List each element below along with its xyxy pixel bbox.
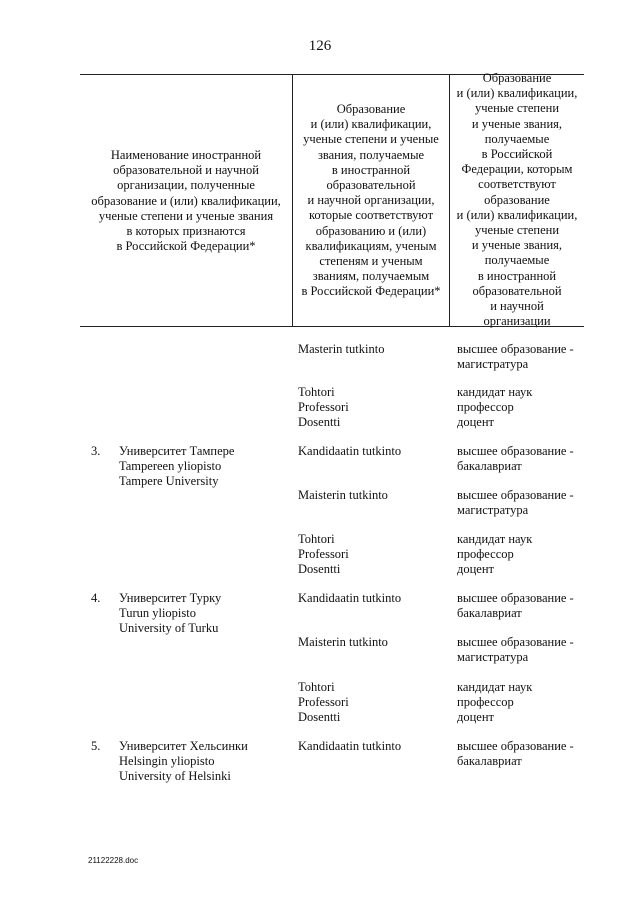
table-row-foreign: Maisterin tutkinto: [298, 488, 388, 502]
table-row-number: 5.: [91, 739, 101, 753]
table-row-russian: кандидат наук профессор доцент: [457, 532, 533, 576]
table-row-russian: кандидат наук профессор доцент: [457, 385, 533, 429]
table-row-russian: высшее образование - магистратура: [457, 488, 574, 517]
table-row-foreign: Masterin tutkinto: [298, 342, 385, 356]
table-row-russian: высшее образование - бакалавриат: [457, 591, 574, 620]
column-divider-2: [449, 74, 450, 327]
table-row-org: Университет Тампере Tampereen yliopisto Tampere University: [119, 444, 235, 488]
header-col-russian: Образование и (или) квалификации, ученые степени и ученые звания, получаемые в Российской Федерации, которым соответствуют образование и (или) квалификации, ученые степени и ученые звания, получаемые в иностранной образовательной и научной организации: [456, 71, 578, 329]
table-row-number: 3.: [91, 444, 101, 458]
table-row-foreign: Tohtori Professori Dosentti: [298, 385, 349, 429]
table-row-russian: высшее образование - магистратура: [457, 342, 574, 371]
table-row-russian: высшее образование - бакалавриат: [457, 739, 574, 768]
table-row-russian: высшее образование - бакалавриат: [457, 444, 574, 473]
page-number: 126: [308, 38, 332, 54]
header-col-foreign: Образование и (или) квалификации, ученые степени и ученые звания, получаемые в иностранной образовательной и научной организации, которые соответствуют образованию и (или) квалификациям, ученым степеням и ученым званиям, получаемым в Российской Федерации*: [301, 102, 441, 299]
table-row-number: 4.: [91, 591, 101, 605]
header-col-org: Наименование иностранной образовательной и научной организации, полученные образование и (или) квалификации, ученые степени и ученые звания в которых признаются в Российской Федерации*: [91, 148, 281, 254]
table-row-org: Университет Хельсинки Helsingin yliopisto University of Helsinki: [119, 739, 248, 783]
document-filename: 21122228.doc: [88, 856, 139, 865]
table-row-foreign: Tohtori Professori Dosentti: [298, 680, 349, 724]
table-row-russian: высшее образование - магистратура: [457, 635, 574, 664]
table-row-foreign: Kandidaatin tutkinto: [298, 591, 402, 605]
table-row-org: Университет Турку Turun yliopisto University of Turku: [119, 591, 222, 635]
table-row-foreign: Kandidaatin tutkinto: [298, 739, 402, 753]
table-row-foreign: Kandidaatin tutkinto: [298, 444, 402, 458]
table-row-russian: кандидат наук профессор доцент: [457, 680, 533, 724]
table-row-foreign: Maisterin tutkinto: [298, 635, 388, 649]
column-divider-1: [292, 74, 293, 327]
table-row-foreign: Tohtori Professori Dosentti: [298, 532, 349, 576]
